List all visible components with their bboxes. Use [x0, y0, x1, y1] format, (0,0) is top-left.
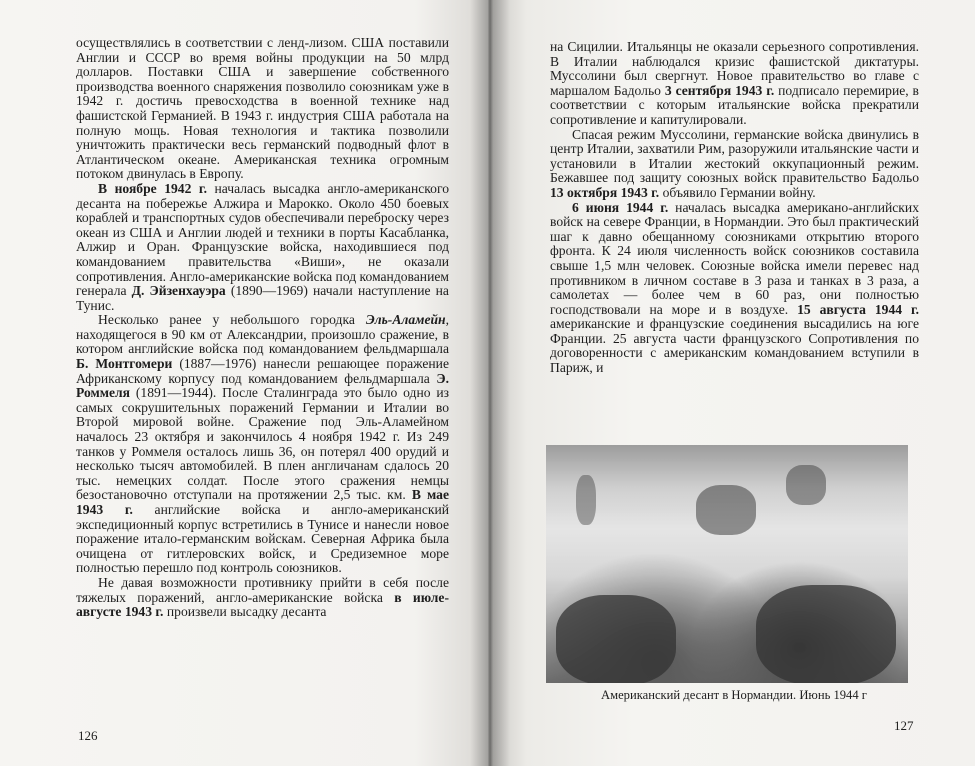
page-number: 127 [894, 718, 914, 733]
book-gutter [470, 0, 510, 766]
paragraph: 6 июня 1944 г. началась высадка американо-английских войск на севере Франции, в Нормандии. Это был практический шаг к давно обещанному союзниками открытию второго фронта. К 24 июля численность войск союзников составила свыше 1,5 млн человек. Союзные войска имели перевес над противником в личном составе в 3 раза и танках в 3 раза, а самолетах — более чем в 60 раз, они полностью господствовали на море и в воздухе. 15 августа 1944 г. американские и французские соединения высадились на юге Франции. 25 августа части французского Сопротивления по договоренности с американским командованием вступили в Париж, и [550, 199, 919, 376]
photo-caption: Американский десант в Нормандии. Июнь 1944 г [601, 688, 867, 702]
paragraph: Не давая возможности противнику прийти в себя после тяжелых поражений, англо-американские войска в июле-августе 1943 г. произвели высадку десанта [76, 574, 449, 620]
right-page [488, 0, 975, 766]
page-number: 126 [78, 728, 98, 743]
paragraph: Несколько ранее у небольшого городка Эль-Аламейн, находящегося в 90 км от Александрии, произошло сражение, в котором английские войска под командованием фельдмаршала Б. Монтгомери (1887—1976) нанесли решающее поражение Африканскому корпусу под командованием фельдмаршала Э. Роммеля (1891—1944). После Сталинграда это было одно из самых сокрушительных поражений Германии и Италии во Второй мировой войне. Сражение под Эль-Аламейном началось 23 октября и закончилось 4 ноября 1942 г. Из 249 танков у Роммеля осталось лишь 36, он потерял 400 орудий и несколько тысяч автомобилей. В плен англичанам сдалось 20 тыс. немецких солдат. После этого сражения немцы безостановочно отступали на протяжении 2,5 тыс. км. В мае 1943 г. английские войска и англо-американский экспедиционный корпус встретились в Тунисе и нанесли новое поражение итало-германским войскам. Северная Африка была очищена от гитлеровских войск, и Средиземное море полностью перешло под контроль союзников. [76, 312, 450, 576]
left-text-column [76, 36, 449, 620]
paragraph: В ноябре 1942 г. началась высадка англо-американского десанта на побережье Алжира и Марокко. Около 450 боевых кораблей и транспортных судов обеспечивали переброску через океан из США и Англии людей и техники в порты Касабланка, Алжир и Оран. Французские войска, находившиеся под командованием правительства «Виши», не оказали сопротивления. Англо-американские войска под командованием генерала Д. Эйзенхауэра (1890—1969) начали наступление на Тунис. [76, 180, 450, 313]
paragraph: осуществлялись в соответствии с ленд-лизом. США поставили Англии и СССР во время войны продукции на 50 млрд долларов. Поставки США и завершение собственного производства военного снаряжения позволило союзникам уже в 1942 г. достичь превосходства в военной технике над фашистской Германией. В 1943 г. индустрия США работала на полную мощь. Новая технология и тактика позволили уничтожить практически весь германский подводный флот в Атлантическом океане. Американская техника огромным потоком двинулась в Европу. [76, 35, 449, 182]
right-text-column [550, 40, 919, 376]
paragraph: Спасая режим Муссолини, германские войска двинулись в центр Италии, захватили Рим, разоружили итальянские части и установили в Италии жестокий оккупационный режим. Бежавшее под защиту союзных войск правительство Бадольо 13 октября 1943 г. объявило Германии войну. [550, 126, 919, 200]
paragraph: на Сицилии. Итальянцы не оказали серьезного сопротивления. В Италии наблюдался кризис фашистской диктатуры. Муссолини был свергнут. Новое правительство во главе с маршалом Бадольо 3 сентября 1943 г. подписало перемирие, в соответствии с которым итальянские войска прекратили сопротивление и капитулировали. [550, 39, 919, 127]
normandy-landing-photo [546, 445, 908, 683]
